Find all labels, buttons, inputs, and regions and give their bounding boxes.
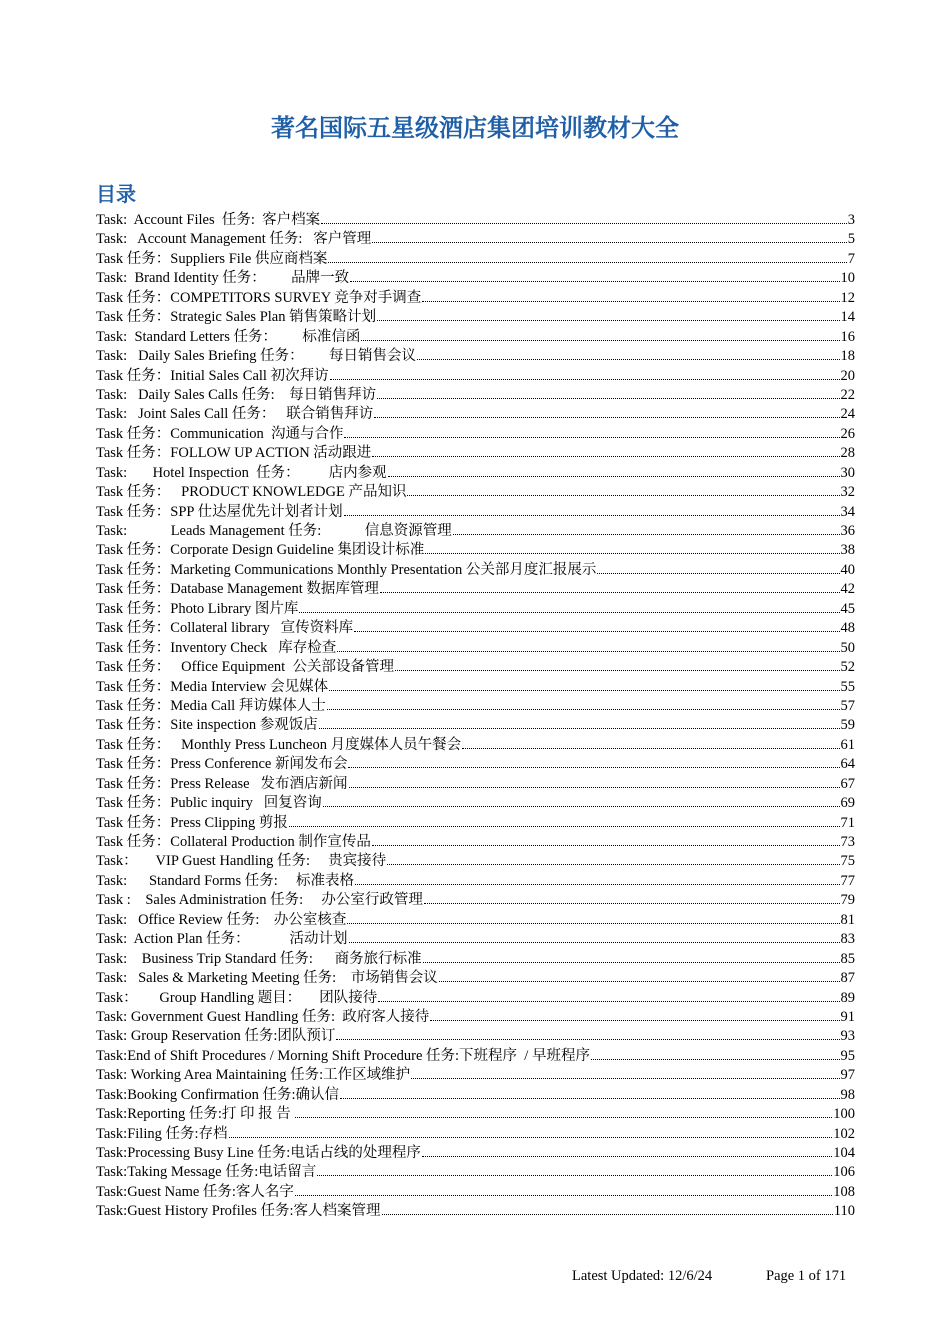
toc-leader-dots (423, 962, 840, 963)
toc-entry[interactable] (96, 230, 855, 249)
toc-entry[interactable] (96, 464, 855, 483)
toc-leader-dots (378, 1001, 839, 1002)
toc-entry-title: Task: Sales & Marketing Meeting 任务: 市场销售会议 (96, 970, 438, 987)
toc-leader-dots (422, 301, 839, 302)
toc-entry[interactable] (96, 444, 855, 463)
toc-entry-page: 22 (840, 386, 855, 403)
toc-entry-title: Task: Action Plan 任务： 活动计划 (96, 931, 348, 948)
toc-leader-dots (591, 1059, 840, 1060)
toc-entry-page: 67 (840, 775, 855, 792)
toc-leader-dots (361, 340, 839, 341)
toc-entry-title: Task:Reporting 任务:打 印 报 告 (96, 1106, 295, 1123)
toc-entry[interactable] (96, 541, 855, 560)
toc-entry-page: 100 (833, 1106, 855, 1123)
toc-entry-page: 61 (840, 736, 855, 753)
toc-leader-dots (299, 612, 839, 613)
toc-leader-dots (327, 709, 840, 710)
toc-entry-title: Task 任务： PRODUCT KNOWLEDGE 产品知识 (96, 484, 407, 501)
toc-entry[interactable] (96, 1086, 855, 1105)
toc-entry[interactable] (96, 619, 855, 638)
toc-entry-page: 106 (833, 1164, 855, 1181)
toc-entry[interactable] (96, 1202, 855, 1221)
toc-entry[interactable] (96, 347, 855, 366)
toc-entry-page: 64 (840, 756, 855, 773)
toc-entry-page: 75 (840, 853, 855, 870)
toc-entry[interactable] (96, 1008, 855, 1027)
toc-entry-page: 91 (840, 1008, 855, 1025)
toc-leader-dots (347, 923, 839, 924)
toc-entry-title: Task 任务：Suppliers File 供应商档案 (96, 250, 328, 267)
toc-leader-dots (453, 534, 840, 535)
toc-entry[interactable] (96, 1163, 855, 1182)
toc-entry-page: 71 (840, 814, 855, 831)
toc-entry-page: 5 (847, 231, 855, 248)
toc-leader-dots (395, 670, 840, 671)
toc-entry-page: 59 (840, 717, 855, 734)
toc-entry-title: Task: Leads Management 任务: 信息资源管理 (96, 523, 452, 539)
toc-entry[interactable] (96, 522, 855, 541)
toc-leader-dots (422, 1156, 832, 1157)
document-title: 著名国际五星级酒店集团培训教材大全 (271, 114, 679, 143)
toc-leader-dots (321, 223, 847, 224)
toc-entry-page: 57 (840, 697, 855, 714)
toc-leader-dots (323, 806, 840, 807)
toc-entry-title: Task: Hotel Inspection 任务： 店内参观 (96, 464, 387, 481)
toc-entry-page: 50 (840, 639, 855, 656)
toc-entry[interactable] (96, 794, 855, 813)
toc-entry-title: Task: Brand Identity 任务： 品牌一致 (96, 270, 350, 287)
toc-entry-title: Task 任务： Office Equipment 公关部设备管理 (96, 659, 394, 676)
toc-entry-title: Task: Working Area Maintaining 任务:工作区域维护 (96, 1067, 411, 1084)
toc-entry-page: 26 (840, 425, 855, 442)
toc-entry[interactable] (96, 1183, 855, 1202)
toc-entry-page: 3 (847, 212, 855, 228)
toc-entry[interactable] (96, 289, 855, 308)
toc-entry[interactable] (96, 328, 855, 347)
toc-entry-title: Task 任务：Media Interview 会见媒体 (96, 678, 329, 695)
toc-entry-page: 34 (840, 503, 855, 520)
toc-entry[interactable] (96, 814, 855, 833)
toc-entry[interactable] (96, 852, 855, 871)
toc-entry[interactable] (96, 930, 855, 949)
toc-entry[interactable] (96, 600, 855, 619)
toc-entry-title: Task:Guest Name 任务:客人名字 (96, 1183, 294, 1200)
toc-entry-page: 97 (840, 1067, 855, 1084)
toc-entry[interactable] (96, 386, 855, 405)
toc-leader-dots (344, 515, 840, 516)
toc-entry-page: 10 (840, 270, 855, 287)
toc-entry[interactable] (96, 503, 855, 522)
toc-entry[interactable] (96, 308, 855, 327)
toc-entry[interactable] (96, 580, 855, 599)
toc-entry[interactable] (96, 1047, 855, 1066)
toc-leader-dots (350, 281, 839, 282)
toc-entry[interactable] (96, 678, 855, 697)
toc-entry-title: Task 任务：Marketing Communications Monthly Presentation 公关部月度汇报展示 (96, 561, 597, 578)
toc-leader-dots (319, 728, 840, 729)
toc-entry-title: Task 任务：Public inquiry 回复咨询 (96, 795, 322, 812)
toc-leader-dots (377, 398, 839, 399)
toc-leader-dots (374, 417, 839, 418)
toc-leader-dots (372, 456, 839, 457)
toc-entry-page: 52 (840, 659, 855, 676)
toc-leader-dots (328, 262, 846, 263)
toc-entry-title: Task 任务：Corporate Design Guideline 集团设计标准 (96, 542, 425, 559)
toc-entry-title: Task: Standard Forms 任务: 标准表格 (96, 872, 354, 889)
toc-leader-dots (597, 573, 839, 574)
toc-leader-dots (348, 767, 839, 768)
toc-entry-title: Task: Daily Sales Briefing 任务： 每日销售会议 (96, 348, 416, 365)
toc-leader-dots (295, 1117, 832, 1118)
toc-entry-page: 108 (833, 1183, 855, 1200)
toc-entry-page: 7 (847, 250, 855, 267)
toc-entry-title: Task:Processing Busy Line 任务:电话占线的处理程序 (96, 1145, 421, 1161)
toc-entry-page: 98 (840, 1086, 855, 1103)
toc-entry-page: 73 (840, 834, 855, 850)
toc-entry-title: Task 任务：Media Call 拜访媒体人士 (96, 697, 326, 714)
toc-entry[interactable] (96, 716, 855, 735)
toc-entry[interactable] (96, 736, 855, 755)
toc-entry-title: Task: Business Trip Standard 任务: 商务旅行标准 (96, 950, 422, 967)
toc-entry-page: 28 (840, 445, 855, 462)
toc-entry-page: 93 (840, 1028, 855, 1045)
toc-entry-page: 38 (840, 542, 855, 559)
toc-entry[interactable] (96, 989, 855, 1008)
toc-entry-title: Task: Account Management 任务: 客户管理 (96, 231, 372, 248)
toc-entry-page: 102 (833, 1125, 855, 1142)
toc-leader-dots (355, 884, 840, 885)
toc-entry[interactable] (96, 425, 855, 444)
toc-entry-title: Task:Booking Confirmation 任务:确认信 (96, 1086, 340, 1103)
toc-leader-dots (354, 631, 839, 632)
toc-entry-title: Task 任务：Communication 沟通与合作 (96, 425, 344, 442)
toc-leader-dots (340, 1098, 839, 1099)
toc-entry[interactable] (96, 1144, 855, 1163)
toc-entry[interactable] (96, 639, 855, 658)
toc-entry-title: Task 任务： Monthly Press Luncheon 月度媒体人员午餐会 (96, 736, 462, 753)
footer-page-number: Page 1 of 171 (766, 1268, 847, 1284)
toc-entry[interactable] (96, 911, 855, 930)
toc-entry-page: 95 (840, 1047, 855, 1064)
toc-entry-title: Task:End of Shift Procedures / Morning Shift Procedure 任务:下班程序 / 早班程序 (96, 1047, 590, 1064)
toc-leader-dots (382, 1214, 833, 1215)
toc-entry-title: Task : Sales Administration 任务: 办公室行政管理 (96, 892, 423, 909)
toc-leader-dots (337, 651, 839, 652)
toc-entry-page: 42 (840, 581, 855, 598)
toc-entry-title: Task： Group Handling 题目： 团队接待 (96, 989, 378, 1006)
toc-entry[interactable] (96, 775, 855, 794)
toc-entry-page: 14 (840, 309, 855, 326)
toc-leader-dots (417, 359, 840, 360)
toc-entry-page: 77 (840, 872, 855, 889)
toc-entry-title: Task: Daily Sales Calls 任务: 每日销售拜访 (96, 386, 377, 403)
toc-entry-title: Task:Filing 任务:存档 (96, 1125, 228, 1142)
toc-entry-page: 12 (840, 289, 855, 306)
toc-entry[interactable] (96, 405, 855, 424)
toc-entry[interactable] (96, 1105, 855, 1124)
toc-entry-page: 85 (840, 950, 855, 967)
toc-entry[interactable] (96, 250, 855, 269)
toc-entry-title: Task: Joint Sales Call 任务： 联合销售拜访 (96, 406, 374, 423)
toc-entry-title: Task 任务：Collateral library 宣传资料库 (96, 620, 354, 637)
toc-entry-page: 81 (840, 911, 855, 928)
toc-entry-title: Task 任务：Photo Library 图片库 (96, 600, 299, 617)
toc-leader-dots (317, 1175, 832, 1176)
toc-entry-title: Task: Government Guest Handling 任务: 政府客人接待 (96, 1008, 430, 1025)
toc-entry-title: Task 任务：Strategic Sales Plan 销售策略计划 (96, 309, 377, 326)
toc-entry-page: 87 (840, 970, 855, 987)
toc-entry[interactable] (96, 697, 855, 716)
toc-entry-page: 55 (840, 678, 855, 695)
toc-entry-page: 40 (840, 561, 855, 578)
toc-leader-dots (344, 437, 839, 438)
toc-entry[interactable] (96, 891, 855, 910)
toc-entry[interactable] (96, 969, 855, 988)
toc-entry[interactable] (96, 483, 855, 502)
toc-entry-title: Task 任务：Site inspection 参观饭店 (96, 717, 318, 734)
toc-leader-dots (387, 864, 839, 865)
toc-leader-dots (372, 845, 840, 846)
toc-entry-title: Task 任务：Press Release 发布酒店新闻 (96, 775, 348, 792)
toc-leader-dots (349, 787, 840, 788)
toc-entry-title: Task: Group Reservation 任务:团队预订 (96, 1028, 336, 1045)
toc-entry[interactable] (96, 367, 855, 386)
toc-entry-page: 83 (840, 931, 855, 948)
toc-entry-title: Task 任务：COMPETITORS SURVEY 竞争对手调查 (96, 289, 422, 306)
toc-leader-dots (407, 495, 839, 496)
toc-entry-title: Task： VIP Guest Handling 任务: 贵宾接待 (96, 853, 387, 870)
toc-entry[interactable] (96, 833, 855, 852)
toc-entry-page: 89 (840, 989, 855, 1006)
toc-entry-page: 36 (840, 523, 855, 539)
toc-entry[interactable] (96, 1066, 855, 1085)
toc-entry-page: 104 (833, 1145, 855, 1161)
toc-entry-page: 16 (840, 328, 855, 345)
toc-entry-title: Task 任务：Initial Sales Call 初次拜访 (96, 367, 329, 384)
toc-entry-title: Task 任务：FOLLOW UP ACTION 活动跟进 (96, 445, 372, 462)
toc-leader-dots (295, 1195, 832, 1196)
toc-entry[interactable] (96, 950, 855, 969)
toc-entry[interactable] (96, 1125, 855, 1144)
footer-updated: Latest Updated: 12/6/24 (572, 1268, 713, 1284)
toc-entry-title: Task: Office Review 任务: 办公室核查 (96, 911, 347, 928)
toc-entry-page: 69 (840, 795, 855, 812)
toc-entry-title: Task 任务：SPP 仕达屋优先计划者计划 (96, 503, 343, 520)
toc-entry[interactable] (96, 1027, 855, 1046)
toc-leader-dots (377, 320, 839, 321)
toc-entry-page: 45 (840, 600, 855, 617)
toc-entry-page: 24 (840, 406, 855, 423)
toc-leader-dots (329, 690, 839, 691)
toc-entry-title: Task: Account Files 任务: 客户档案 (96, 212, 321, 228)
toc-heading: 目录 (96, 182, 136, 206)
toc-entry-title: Task 任务：Press Clipping 剪报 (96, 814, 288, 831)
toc-leader-dots (229, 1137, 833, 1138)
toc-leader-dots (336, 1039, 839, 1040)
toc-leader-dots (411, 1078, 839, 1079)
toc-entry-page: 18 (840, 348, 855, 365)
toc-leader-dots (388, 476, 840, 477)
toc-entry-page: 32 (840, 484, 855, 501)
toc-entry-title: Task 任务：Database Management 数据库管理 (96, 581, 379, 598)
toc-leader-dots (462, 748, 839, 749)
toc-leader-dots (380, 592, 840, 593)
toc-entry-page: 20 (840, 367, 855, 384)
toc-leader-dots (349, 942, 840, 943)
toc-entry[interactable] (96, 211, 855, 230)
toc-entry[interactable] (96, 755, 855, 774)
toc-entry-page: 30 (840, 464, 855, 481)
toc-leader-dots (439, 981, 840, 982)
toc-leader-dots (424, 903, 840, 904)
toc-entry[interactable] (96, 269, 855, 288)
toc-leader-dots (425, 553, 839, 554)
toc-entry-page: 110 (833, 1203, 855, 1220)
toc-entry-title: Task 任务：Collateral Production 制作宣传品 (96, 834, 371, 850)
toc-entry-title: Task 任务：Inventory Check 库存检查 (96, 639, 337, 656)
toc-leader-dots (330, 379, 840, 380)
toc-entry[interactable] (96, 658, 855, 677)
toc-entry-title: Task: Standard Letters 任务： 标准信函 (96, 328, 361, 345)
toc-leader-dots (372, 242, 847, 243)
toc-entry-title: Task 任务：Press Conference 新闻发布会 (96, 756, 348, 773)
table-of-contents (96, 211, 855, 1222)
toc-entry-page: 48 (840, 620, 855, 637)
toc-entry-title: Task:Guest History Profiles 任务:客人档案管理 (96, 1203, 381, 1220)
toc-leader-dots (430, 1020, 839, 1021)
toc-entry[interactable] (96, 872, 855, 891)
toc-entry-title: Task:Taking Message 任务:电话留言 (96, 1164, 317, 1181)
toc-entry-page: 79 (840, 892, 855, 909)
toc-leader-dots (289, 826, 840, 827)
toc-entry[interactable] (96, 561, 855, 580)
